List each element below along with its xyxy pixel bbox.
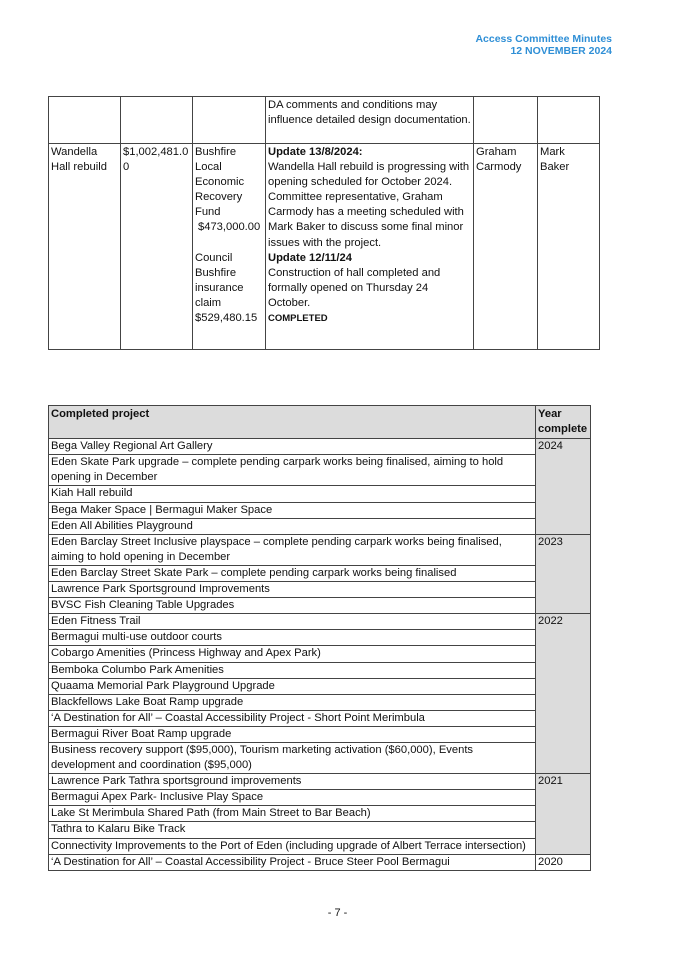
completed-project-name: Quaama Memorial Park Playground Upgrade [49,678,536,694]
update-heading: Update 13/8/2024: [268,146,363,158]
project-update [266,144,474,350]
update-text: Construction of hall completed and formally opened on Thursday 24 October. [268,266,441,309]
table-row [49,710,591,726]
table-row [49,565,591,581]
completed-project-name: Eden Fitness Trail [49,614,536,630]
table-row [49,534,591,565]
page-header [475,33,612,57]
year-complete: 2021 [536,774,591,854]
document-date: 12 NOVEMBER 2024 [510,45,612,57]
completed-project-name: Kiah Hall rebuild [49,486,536,502]
column-header-year: Year complete [536,406,591,439]
table-row [49,646,591,662]
funding-source: Bushfire Local Economic Recovery Fund $473,000.00 Council Bushfire insurance claim $529,480.15 [193,144,266,350]
completed-project-name: Tathra to Kalaru Bike Track [49,822,536,838]
year-complete: 2020 [536,854,591,870]
completed-projects-table [48,405,591,871]
update-heading: Update 12/11/24 [268,251,352,264]
table-row [49,97,600,144]
table-row [49,678,591,694]
completed-project-name: Bemboka Columbo Park Amenities [49,662,536,678]
update-text: Wandella Hall rebuild is progressing with opening scheduled for October 2024. Committee representative, Graham Carmody has a meeting scheduled with Mark Baker to discuss some final minor issues with the project. [268,161,470,249]
table-cell [121,97,193,144]
table-row [49,518,591,534]
completed-project-name: Cobargo Amenities (Princess Highway and Apex Park) [49,646,536,662]
table-row [49,439,591,455]
continued-update-text: DA comments and conditions may influence detailed design documentation. [266,97,474,144]
completed-project-name: Bega Maker Space | Bermagui Maker Space [49,502,536,518]
page-number: - 7 - [327,907,348,919]
completed-project-name: Bega Valley Regional Art Gallery [49,439,536,455]
completed-project-name: Eden Barclay Street Skate Park – complete pending carpark works being finalised [49,565,536,581]
table-row [49,630,591,646]
table-row [49,726,591,742]
table-row [49,598,591,614]
table-row [49,854,591,870]
table-row [49,742,591,773]
table-row [49,455,591,486]
completed-project-name: Business recovery support ($95,000), Tourism marketing activation ($60,000), Events development and coordination ($95,000) [49,742,536,773]
completed-project-name: ‘A Destination for All’ – Coastal Accessibility Project - Bruce Steer Pool Bermagui [49,854,536,870]
year-complete: 2023 [536,534,591,613]
table-cell [538,97,600,144]
completed-project-name: Eden Barclay Street Inclusive playspace – complete pending carpark works being finalised, aiming to hold opening in December [49,534,536,565]
completed-project-name: Bermagui Apex Park- Inclusive Play Space [49,790,536,806]
status-label: COMPLETED [268,313,328,325]
project-budget: $1,002,481.00 [121,144,193,350]
completed-project-name: Bermagui multi-use outdoor courts [49,630,536,646]
completed-project-name: BVSC Fish Cleaning Table Upgrades [49,598,536,614]
table-row [49,806,591,822]
table-cell [474,97,538,144]
completed-project-name: Lawrence Park Tathra sportsground improvements [49,774,536,790]
column-header-project: Completed project [49,406,536,439]
council-contact: Mark Baker [538,144,600,350]
table-row [49,838,591,854]
table-row [49,614,591,630]
table-row [49,662,591,678]
table-cell [193,97,266,144]
completed-project-name: Eden Skate Park upgrade – complete pending carpark works being finalised, aiming to hold opening in December [49,455,536,486]
completed-project-name: Blackfellows Lake Boat Ramp upgrade [49,694,536,710]
completed-project-name: Bermagui River Boat Ramp upgrade [49,726,536,742]
year-complete: 2022 [536,614,591,774]
table-header-row [49,406,591,439]
table-row [49,694,591,710]
completed-project-name: Lake St Merimbula Shared Path (from Main Street to Bar Beach) [49,806,536,822]
table-row [49,822,591,838]
document-title: Access Committee Minutes [475,33,612,45]
completed-project-name: Lawrence Park Sportsground Improvements [49,582,536,598]
year-complete: 2024 [536,439,591,535]
table-row [49,144,600,350]
table-row [49,790,591,806]
completed-project-name: Eden All Abilities Playground [49,518,536,534]
table-row [49,502,591,518]
table-row [49,582,591,598]
completed-project-name: ‘A Destination for All’ – Coastal Accessibility Project - Short Point Merimbula [49,710,536,726]
completed-project-name: Connectivity Improvements to the Port of Eden (including upgrade of Albert Terrace intersection) [49,838,536,854]
project-update-table [48,96,600,350]
table-row [49,774,591,790]
table-cell [49,97,121,144]
project-name: Wandella Hall rebuild [49,144,121,350]
committee-representative: Graham Carmody [474,144,538,350]
table-row [49,486,591,502]
